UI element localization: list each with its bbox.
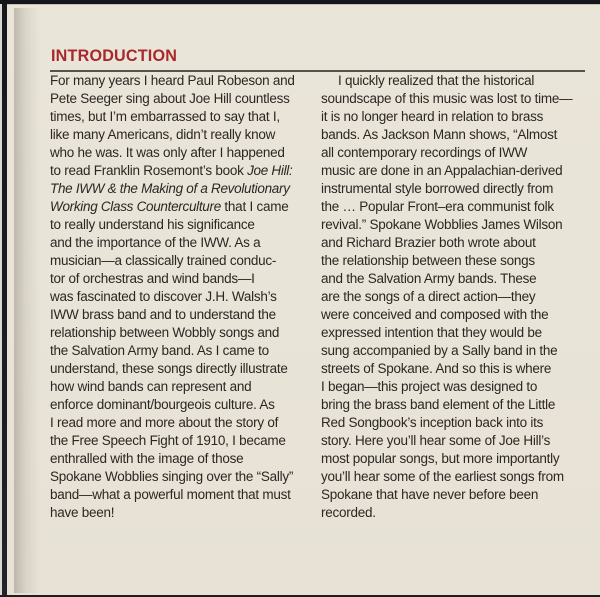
text-line: Working Class Counterculture that I came (50, 199, 289, 214)
text-line: Pete Seeger sing about Joe Hill countless (50, 91, 290, 106)
spine-shadow (14, 8, 40, 593)
text-line: the relationship between these songs (321, 253, 535, 268)
text-line: and the importance of the IWW. As a (50, 235, 261, 250)
text-line: revival.” Spokane Wobblies James Wilson (321, 217, 563, 232)
text-column-right (321, 72, 589, 522)
text-line: enforce dominant/bourgeois culture. As (50, 397, 275, 412)
text-line: you’ll hear some of the earliest songs from (321, 469, 564, 484)
text-line: times, but I’m embarrassed to say that I, (50, 109, 280, 124)
text-line: For many years I heard Paul Robeson and (50, 73, 295, 88)
text-line: and the Salvation Army bands. These (321, 271, 537, 286)
text-line: all contemporary recordings of IWW (321, 145, 528, 160)
text-line: bands. As Jackson Mann shows, “Almost (321, 127, 558, 142)
text-line: it is no longer heard in relation to brass (321, 109, 544, 124)
scan-edge-top-line (7, 4, 600, 5)
text-line: I began—this project was designed to (321, 379, 538, 394)
text-line: to read Franklin Rosemont’s book Joe Hill: (50, 163, 293, 178)
text-line: bring the brass band element of the Little (321, 397, 556, 412)
text-line: I read more and more about the story of (50, 415, 279, 430)
text-line: instrumental style borrowed directly from (321, 181, 554, 196)
text-line: enthralled with the image of those (50, 451, 244, 466)
text-line: streets of Spokane. And so this is where (321, 361, 552, 376)
text-line: are the songs of a direct action—they (321, 289, 536, 304)
text-line: expressed intention that they would be (321, 325, 542, 340)
text-column-left (50, 72, 318, 522)
text-line: how wind bands can represent and (50, 379, 252, 394)
text-line: band—what a powerful moment that must (50, 487, 291, 502)
text-line: musician—a classically trained conduc- (50, 253, 277, 268)
text-line: like many Americans, didn’t really know (50, 127, 276, 142)
text-line: Red Songbook’s inception back into its (321, 415, 544, 430)
text-line: story. Here you’ll hear some of Joe Hill’s (321, 433, 551, 448)
page-title: INTRODUCTION (51, 46, 178, 65)
booklet-page (7, 4, 600, 595)
text-line: the Salvation Army band. As I came to (50, 343, 269, 358)
text-line: I quickly realized that the historical (338, 73, 535, 88)
text-line: the Free Speech Fight of 1910, I became (50, 433, 286, 448)
text-line: the … Popular Front–era communist folk (321, 199, 554, 214)
text-line: most popular songs, but more importantly (321, 451, 560, 466)
text-line: recorded. (321, 505, 376, 520)
text-line: soundscape of this music was lost to time— (321, 91, 573, 106)
scan-edge-left (2, 0, 7, 597)
text-line: Spokane that have never before been (321, 487, 539, 502)
text-line: and Richard Brazier both wrote about (321, 235, 536, 250)
text-line: understand, these songs directly illustrate (50, 361, 288, 376)
text-line: sung accompanied by a Sally band in the (321, 343, 558, 358)
text-line: The IWW & the Making of a Revolutionary (50, 181, 290, 196)
text-line: tor of orchestras and wind bands—I (50, 271, 255, 286)
text-line: who he was. It was only after I happened (50, 145, 285, 160)
text-line: have been! (50, 505, 115, 520)
text-line: were conceived and composed with the (321, 307, 549, 322)
text-line: Spokane Wobblies singing over the “Sally” (50, 469, 294, 484)
text-line: was fascinated to discover J.H. Walsh’s (50, 289, 277, 304)
text-line: IWW brass band and to understand the (50, 307, 276, 322)
text-line: to really understand his significance (50, 217, 255, 232)
text-line: music are done in an Appalachian-derived (321, 163, 563, 178)
text-line: relationship between Wobbly songs and (50, 325, 280, 340)
